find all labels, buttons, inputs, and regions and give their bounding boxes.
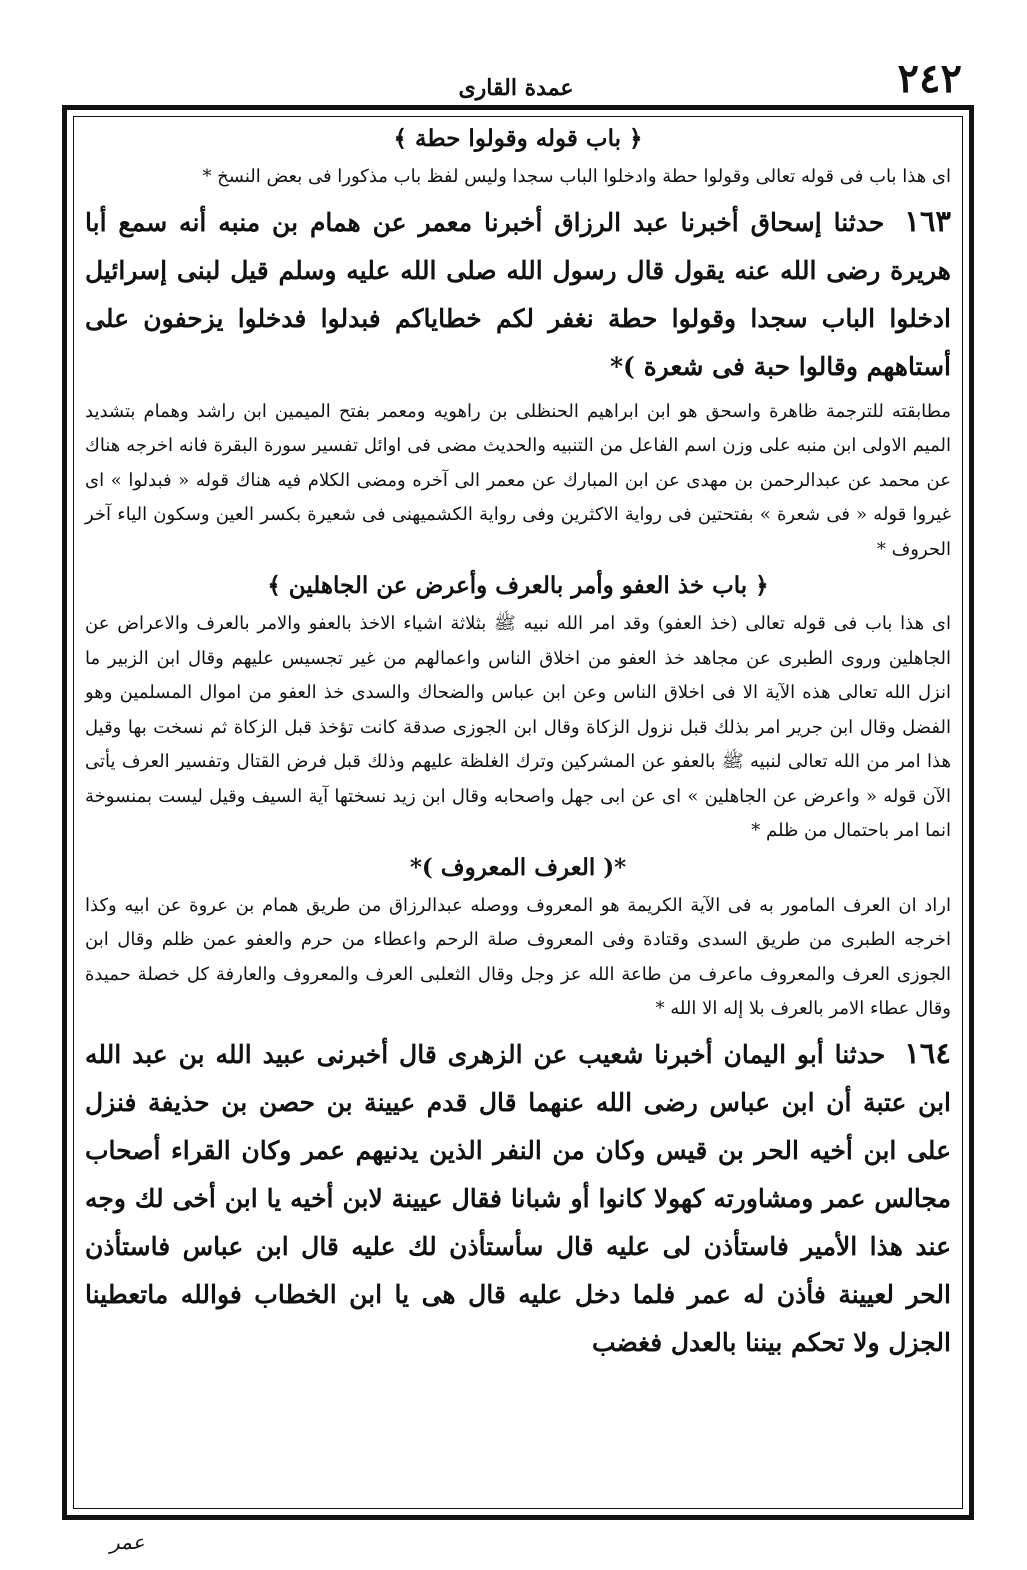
commentary-paragraph: اى هذا باب فى قوله تعالى (خذ العفو) وقد امر الله نبيه ﷺ بثلاثة اشياء الاخذ بالعفو والامر بالعرف والاعراض عن الجاهلين وروى الطبرى عن مجاهد خذ العفو من اخلاق الناس واعمالهم من غير تجسيس عليهم وقال ابن الزبير ما انزل الله تعالى هذه الآية الا فى اخلاق الناس وعن ابن عباس والضحاك والسدى خذ العفو من اموال المسلمين وهو الفضل وقال ابن جرير امر بذلك قبل نزول الزكاة وقال ابن الجوزى صدقة كانت تؤخذ قبل الزكاة ثم نسخت بها وقيل هذا امر من الله تعالى لنبيه ﷺ بالعفو عن المشركين وترك الغلظة عليهم وذلك قبل فرض القتال وتفسير العرف يأتى الآن قوله « واعرض عن الجاهلين » اى عن ابى جهل واصحابه وقال ابن زيد نسختها آية السيف وقيل ليست بمنسوخة انما امر باحتمال من ظلم *: [85, 613, 951, 841]
haddatha-word: حدثنا: [833, 207, 885, 237]
heading-note: اى هذا باب فى قوله تعالى وقولوا حطة وادخلوا الباب سجدا وليس لفظ باب مذكورا فى بعض النسخ *: [202, 166, 951, 187]
haddatha-word: حدثنا: [834, 1039, 886, 1069]
commentary-paragraph: مطابقته للترجمة ظاهرة واسحق هو ابن ابراهيم الحنظلى بن راهويه ومعمر بفتح الميمين ابن راشد وهمام بتشديد الميم الاولى ابن منبه على وزن اسم الفاعل من التنبيه والحديث مضى فى اوائل تفسير سورة البقرة فانه اخرجه هناك عن محمد عن عبدالرحمن بن مهدى عن ابن المبارك عن معمر الى آخره ومضى الكلام فيه هناك قوله « فبدلوا » اى غيروا قوله « فى شعرة » بفتحتين فى رواية الاكثرين وفى رواية الكشميهنى فى شعيرة بكسر العين وسكون الياء آخر الحروف *: [85, 400, 951, 560]
main-text: [85, 120, 951, 1507]
hadith-number: ١٦٤: [904, 1035, 951, 1070]
hadith-number: ١٦٣: [904, 203, 951, 238]
hadith-block: [85, 1029, 951, 1367]
running-title: عمدة القارى: [458, 75, 574, 101]
page-frame: [62, 105, 974, 1520]
chapter-heading: ﴿ باب قوله وقولوا حطة ﴾: [393, 125, 643, 152]
chapter-heading: ﴿ باب خذ العفو وأمر بالعرف وأعرض عن الجاهلين ﴾: [267, 572, 769, 599]
page-number: ٢٤٢: [897, 55, 962, 102]
hadith-text: إسحاق أخبرنا عبد الرزاق أخبرنا معمر عن همام بن منبه أنه سمع أبا هريرة رضى الله عنه يقول قال رسول الله صلى الله عليه وسلم قيل لبنى إسرائيل ادخلوا الباب سجدا وقولوا حطة نغفر لكم خطاياكم فبدلوا فدخلوا يزحفون على أستاههم وقالوا حبة فى شعرة )*: [85, 207, 951, 381]
hadith-block: [85, 197, 951, 391]
sub-heading: *( العرف المعروف )*: [409, 853, 627, 881]
page-header: [60, 55, 972, 105]
hadith-text: أبو اليمان أخبرنا شعيب عن الزهرى قال أخبرنى عبيد الله بن عبد الله ابن عتبة أن ابن عباس رضى الله عنهما قال قدم عيينة بن حصن بن حذيفة فنزل على ابن أخيه الحر بن قيس وكان من النفر الذين يدنيهم عمر وكان القراء أصحاب مجالس عمر ومشاورته كهولا كانوا أو شبانا فقال عيينة لابن أخيه يا ابن أخى لك وجه عند هذا الأمير فاستأذن لى عليه قال سأستأذن لك عليه قال ابن عباس فاستأذن الحر لعيينة فأذن له عمر فلما دخل عليه قال هى يا ابن الخطاب فوالله ماتعطينا الجزل ولا تحكم بيننا بالعدل فغضب: [85, 1039, 951, 1357]
catchword: عمر: [110, 1530, 145, 1554]
commentary-paragraph: اراد ان العرف المامور به فى الآية الكريمة هو المعروف ووصله عبدالرزاق من طريق همام بن عروة عن ابيه وكذا اخرجه الطبرى من طريق السدى وقتادة وفى المعروف صلة الرحم واعطاء من حرم والعفو عمن ظلم وقال ابن الجوزى العرف والمعروف ماعرف من طاعة الله عز وجل وقال الثعلبى العرف والمعروف والعارفة كل خصلة حميدة وقال عطاء الامر بالعرف بلا إله الا الله *: [85, 894, 951, 1019]
